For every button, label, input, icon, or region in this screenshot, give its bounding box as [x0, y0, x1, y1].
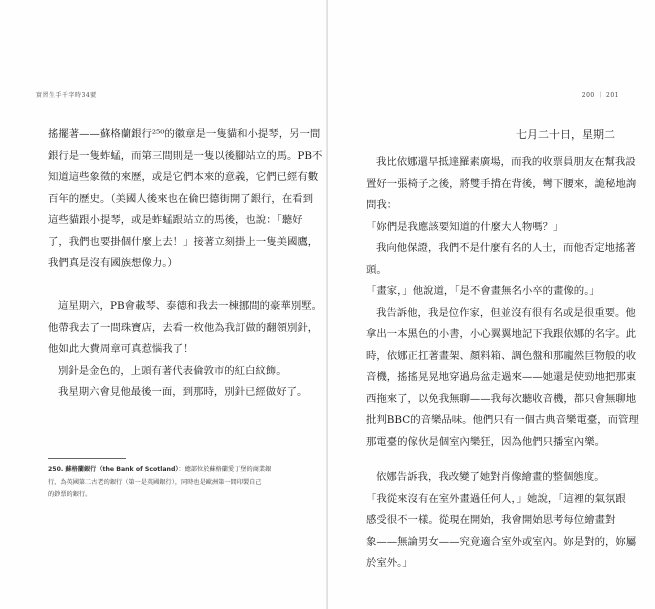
text-line: 他帶我去了一間珠寶店，去看一枚他為我訂做的翻領別針，	[48, 321, 319, 334]
text-line: 我比依娜還早抵達羅素廣場，而我的收票員朋友在幫我設	[376, 156, 636, 168]
paragraph-gap	[48, 275, 303, 297]
text-line: 我星期六會見他最後一面，到那時，別針已經做好了。	[58, 386, 308, 398]
text-line: 置好一張椅子之後，將雙手揹在背後，彎下腰來，詭秘地詢	[366, 177, 637, 190]
footnote-head: 250. 蘇格蘭銀行（the Bank of Scotland）	[48, 466, 179, 473]
left-body-text	[48, 124, 323, 404]
text-line: 知道這些象徵的來歷，或是它們本來的意義，它們已經有數	[48, 171, 319, 183]
text-line: 依娜告訴我，我改變了她對肖像繪畫的整個態度。	[376, 471, 605, 483]
running-head-right: 200 ｜ 201	[581, 92, 619, 99]
text-line: 於室外。」	[366, 557, 413, 569]
text-line: 音機，搖搖晃晃地穿過烏盆走過來——她還是使勁地把那東	[366, 371, 637, 383]
text-line: 頭。	[366, 263, 387, 276]
text-line: 他如此大費周章可真惹惱我了！	[48, 343, 194, 355]
text-line: 我向他保證，我們不是什麼有名的人士，而他否定地搖著	[376, 242, 636, 254]
diary-date: 七月二十日，星期二	[516, 128, 615, 141]
text-line: 批判BBC的音樂品味。他們只有一個古典音樂電臺，而管理	[366, 414, 639, 426]
text-line: 時，依娜正扛著畫架、顏料箱、調色盤和那龐然巨物般的收	[366, 349, 637, 362]
footnote	[48, 464, 313, 502]
text-line: 問我：	[366, 199, 398, 211]
text-line: 了，我們也要掛個什麼上去！」接著立刻掛上一隻美國鷹，	[48, 235, 319, 248]
text-line: 銀行是一隻蚱蜢，而第三間則是一隻以後腳站立的馬。PB不	[48, 149, 323, 162]
footnote-line: 行，為英國第二古老的銀行（第一是英國銀行），同時也是歐洲第一間印製自己	[48, 478, 262, 486]
right-body-text	[366, 152, 639, 575]
text-line: 這星期六，PB會載琴、泰德和我去一棟挪間的豪華別墅。	[58, 300, 322, 312]
text-line: 那電臺的傢伙是個室內樂狂，因為他們只播室內樂。	[366, 435, 605, 448]
text-line: 搖擺著——蘇格蘭銀行²⁵⁰的徽章是一隻貓和小提琴，另一間	[48, 128, 321, 140]
text-line: 這些貓跟小提琴，或是蚱蜢跟站立的馬後，也說：「聽好	[48, 214, 303, 226]
text-line: 西拖來了，以免我無聊——我每次聽收音機，都只會無聊地	[366, 392, 637, 405]
left-page	[0, 0, 327, 609]
text-line: 感受很不一樣。從現在開始，我會開始思考每位繪畫對	[366, 514, 616, 526]
text-line: 象——無論男女——究竟適合室外或室內。妳是對的，妳屬	[366, 535, 637, 548]
text-line: 拿出一本黑色的小書，小心翼翼地記下我跟依娜的名字。此	[366, 328, 637, 340]
text-line: 「畫家，」他說道，「是不會畫無名小卒的畫像的。」	[366, 285, 600, 297]
footnote-line: 的鈔票的銀行。	[48, 491, 92, 498]
paragraph-gap	[366, 453, 628, 467]
text-line: 我告訴他，我是位作家，但並沒有很有名或是很重要。他	[376, 306, 636, 319]
footnote-rule	[48, 458, 126, 459]
text-line: 「我從來沒有在室外畫過任何人，」她說，「這裡的氣氛跟	[366, 492, 626, 505]
text-line: 別針是金色的，上頭有著代表倫敦市的紅白紋飾。	[58, 364, 287, 377]
footnote-text: ：總部位於蘇格蘭愛丁堡的商業銀	[178, 466, 272, 473]
text-line: 百年的歷史。（美國人後來也在倫巴德街開了銀行，在看到	[48, 192, 313, 205]
text-line: 「妳們是我應該要知道的什麼大人物嗎？」	[366, 220, 564, 233]
text-line: 我們真是沒有國族想像力。）	[48, 257, 178, 269]
running-head-left: 實習生手千字時34號	[36, 92, 97, 99]
footnote-line	[48, 464, 313, 477]
